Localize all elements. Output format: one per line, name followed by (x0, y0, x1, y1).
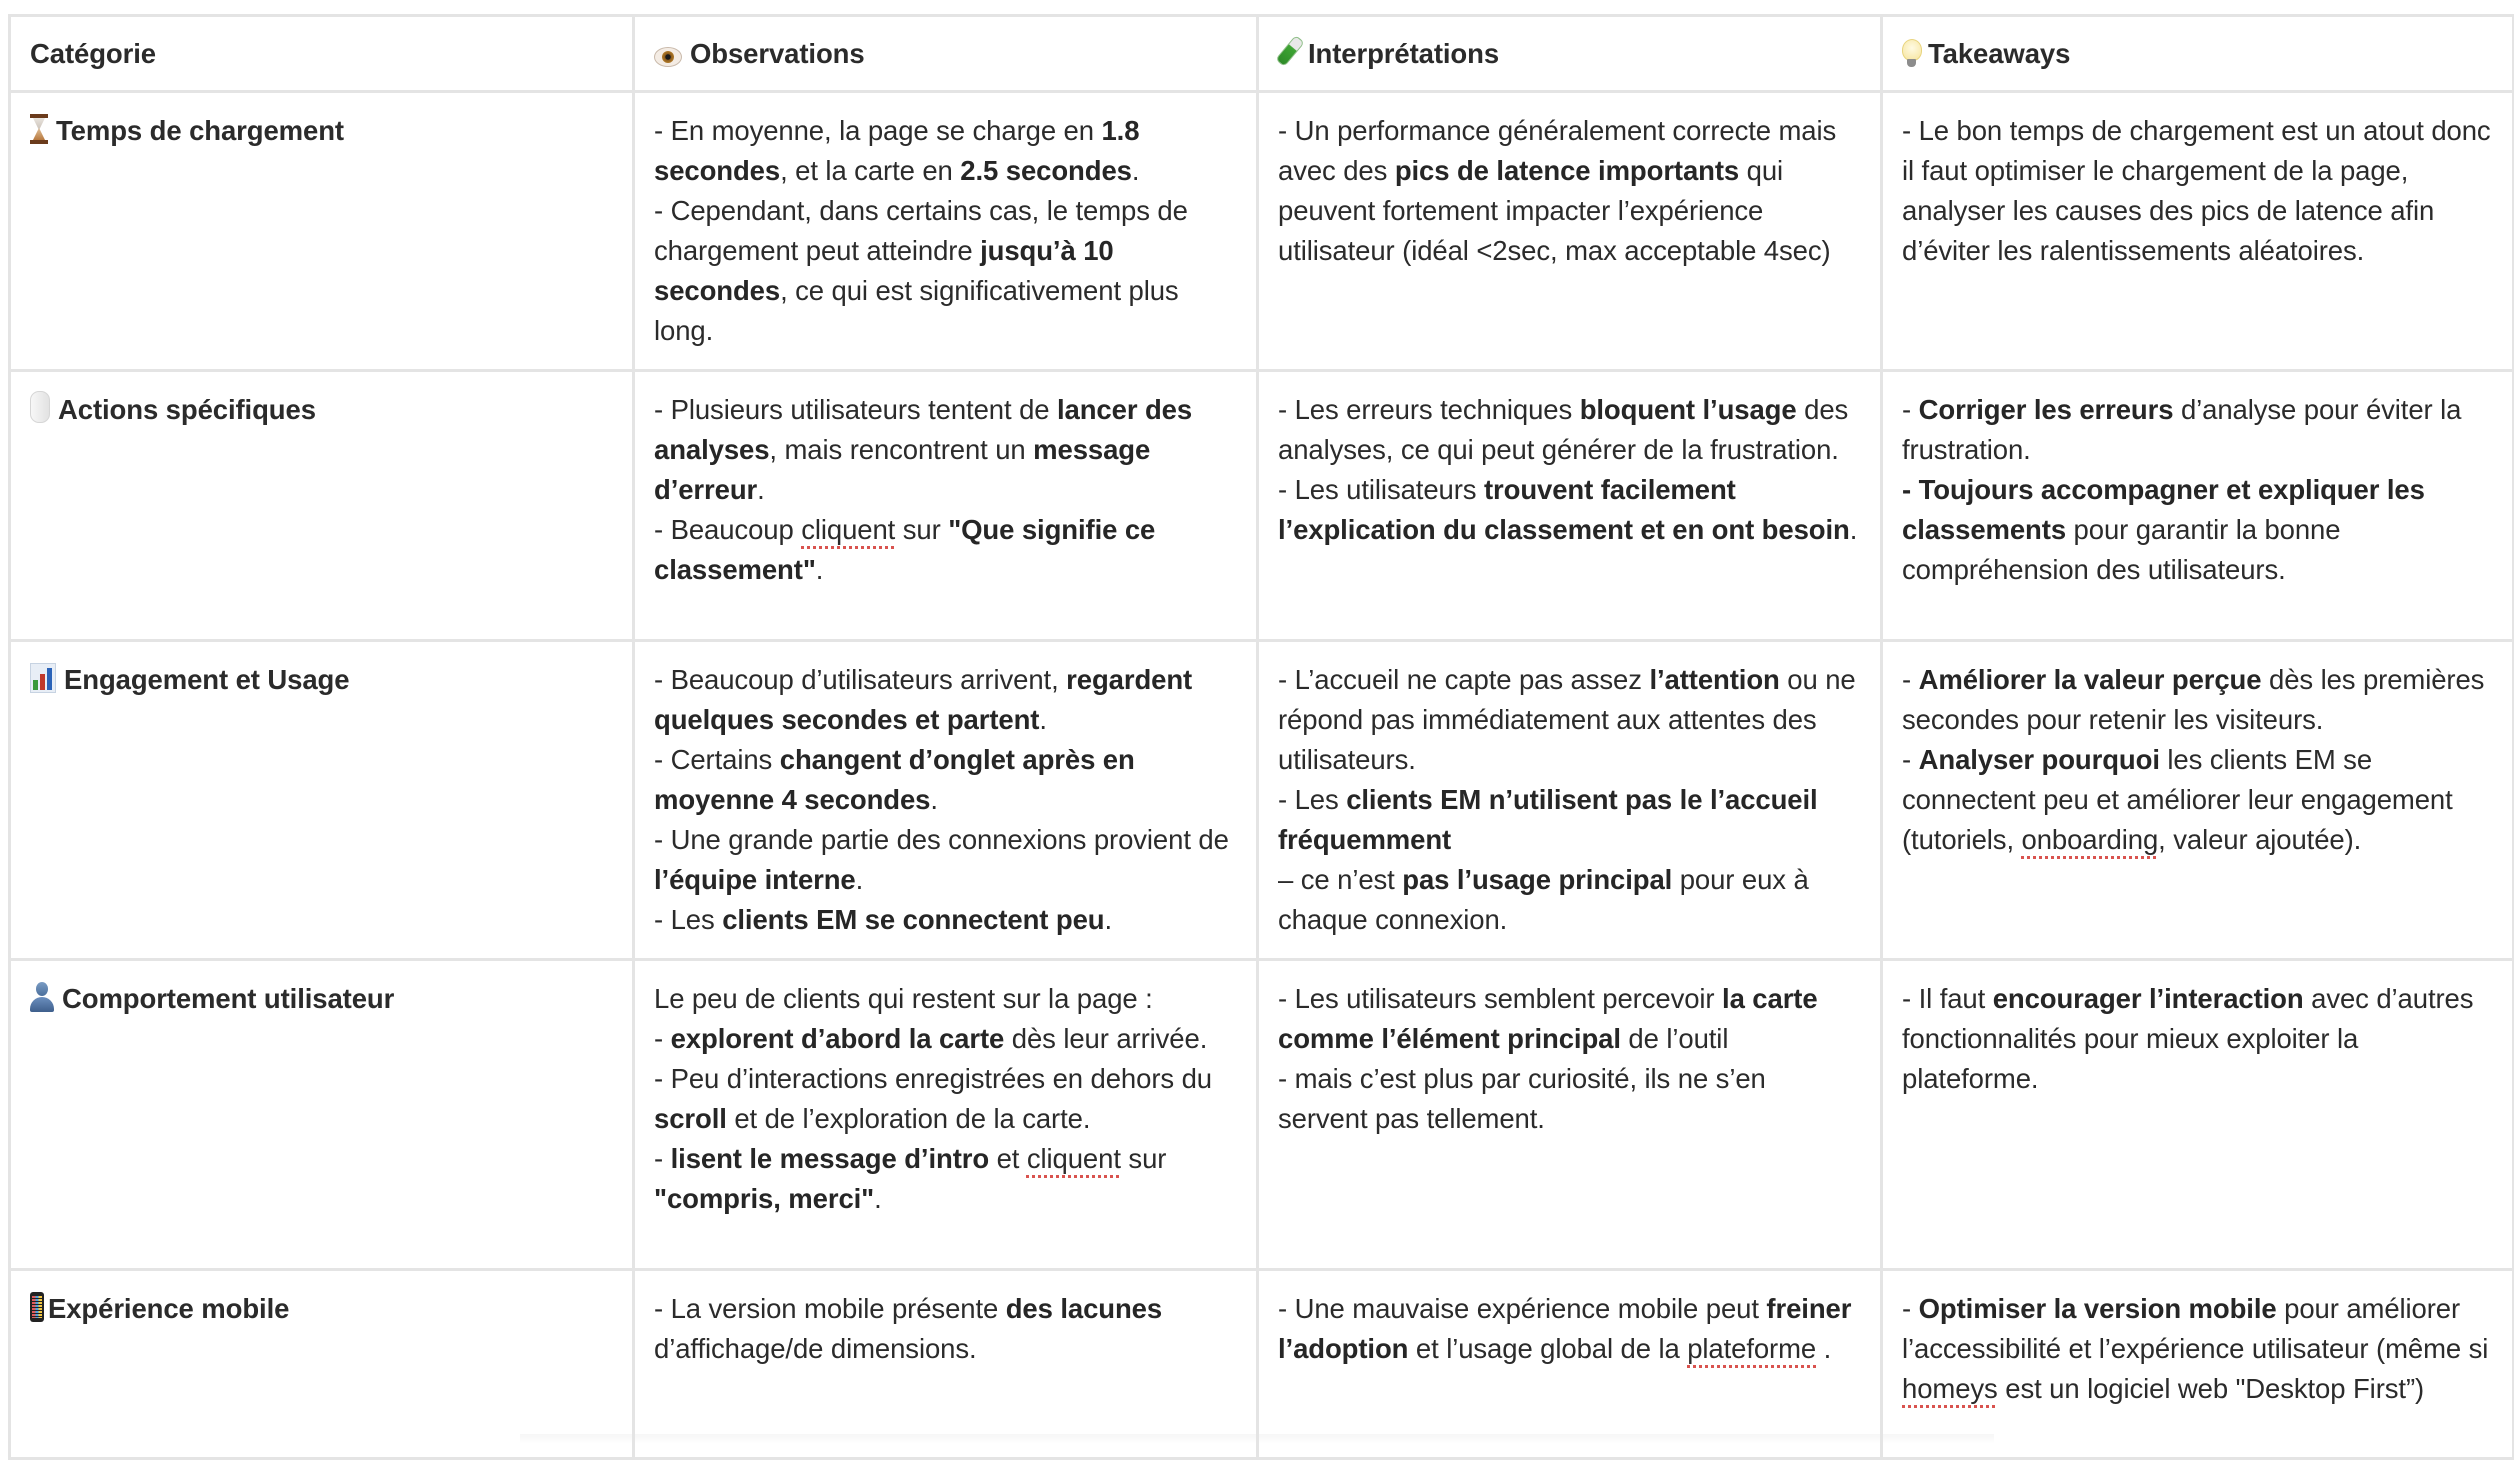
mobile-phone-icon (30, 1292, 44, 1322)
cell-text-line (1278, 979, 1862, 1059)
cell-text-line (654, 1289, 1238, 1369)
text: . (757, 474, 765, 505)
bold-text: lisent le message d’intro (670, 1143, 990, 1174)
text: et (989, 1143, 1027, 1174)
cell-text-line (654, 900, 1238, 940)
bold-text: message d’erreur (654, 434, 1151, 505)
spellcheck-flagged-word: onboarding (2021, 824, 2159, 855)
text: - Cependant, dans certains cas, le temps de chargement peut atteindre (654, 195, 1188, 266)
spellcheck-flagged-word: cliquent (801, 514, 896, 545)
category-cell (10, 960, 634, 1270)
category-label: Actions spécifiques (58, 394, 316, 425)
text: dès les premières secondes pour retenir les visiteurs. (1902, 664, 2485, 735)
spellcheck-flagged-word: plateforme (1687, 1333, 1817, 1364)
interpretations-cell (1258, 371, 1882, 641)
text: - Les (1278, 784, 1347, 815)
bold-text: bloquent l’usage (1579, 394, 1797, 425)
text: et de l’exploration de la carte. (726, 1103, 1091, 1134)
header-observations (634, 16, 1258, 92)
text: - Une mauvaise expérience mobile peut (1278, 1293, 1767, 1324)
bold-text: trouvent facilement l’explication du classement et en ont besoin (1278, 474, 1850, 545)
bold-text: clients EM se connectent peu (722, 904, 1105, 935)
text: - Beaucoup (654, 514, 802, 545)
text: - (1902, 744, 1919, 775)
text: - mais c’est plus par curiosité, ils ne s’en servent pas tellement. (1278, 1063, 1766, 1134)
cell-text-line (1902, 111, 2494, 271)
category-cell (10, 1270, 634, 1459)
text: , et la carte en (780, 155, 961, 186)
text: - Un performance généralement correcte mais avec des (1278, 115, 1837, 186)
header-category (10, 16, 634, 92)
bold-text: - Toujours accompagner et expliquer les classements (1902, 474, 2425, 545)
text: les clients EM se connectent peu et améliorer leur engagement (tutoriels, (1902, 744, 2453, 855)
text: . (1039, 704, 1047, 735)
text: - Les utilisateurs semblent percevoir (1278, 983, 1723, 1014)
text: est un logiciel web "Desktop First”) (1997, 1373, 2425, 1404)
cell-text-line (1902, 1289, 2494, 1409)
text: - Le bon temps de chargement est un atout donc il faut optimiser le chargement de la page, analyser les causes des pics de latence afin d’éviter les ralentissements aléatoires. (1902, 115, 2491, 266)
text: sur (1120, 1143, 1167, 1174)
lightbulb-icon (1902, 39, 1920, 67)
takeaways-cell (1882, 641, 2514, 960)
observations-cell (634, 960, 1258, 1270)
bold-text: jusqu’à 10 secondes (654, 235, 1114, 306)
bold-text: des lacunes (1005, 1293, 1163, 1324)
text: . (874, 1183, 882, 1214)
cell-text-line (1902, 660, 2494, 740)
bold-text: clients EM n’utilisent pas le l’accueil fréquemment (1278, 784, 1818, 855)
bold-text: Optimiser la version mobile (1918, 1293, 2277, 1324)
takeaways-cell (1882, 92, 2514, 371)
bold-text: pics de latence importants (1394, 155, 1740, 186)
text: - Peu d’interactions enregistrées en dehors du (654, 1063, 1212, 1094)
text: - (1902, 1293, 1919, 1324)
text: - L’accueil ne capte pas assez (1278, 664, 1650, 695)
text: - La version mobile présente (654, 1293, 1006, 1324)
text: . (1849, 514, 1858, 545)
text: - (654, 1023, 671, 1054)
cell-text-line (1278, 111, 1862, 271)
bold-text: Améliorer la valeur perçue (1918, 664, 2262, 695)
text: - En moyenne, la page se charge en (654, 115, 1102, 146)
cell-text-line (1902, 979, 2494, 1099)
test-tube-icon (1275, 35, 1305, 67)
spellcheck-flagged-word: homeys (1902, 1373, 1998, 1404)
bold-text: "compris, merci" (654, 1183, 875, 1214)
text: . (1816, 1333, 1832, 1364)
user-silhouette-icon (30, 982, 54, 1012)
cell-text-line (1902, 390, 2494, 470)
cell-text-line (654, 979, 1238, 1019)
takeaways-cell (1882, 960, 2514, 1270)
bold-text: "Que signifie ce classement" (654, 514, 1156, 585)
bold-text: l’équipe interne (654, 864, 856, 895)
bold-text: l’attention (1649, 664, 1780, 695)
bold-text: freiner l’adoption (1278, 1293, 1852, 1364)
cell-text-line (654, 1059, 1238, 1139)
table-row (10, 641, 2514, 960)
category-cell (10, 371, 634, 641)
takeaways-cell (1882, 1270, 2514, 1459)
cell-text-line (1278, 390, 1862, 470)
cell-text-line (1278, 660, 1862, 780)
category-cell (10, 92, 634, 371)
bold-text: lancer des analyses (654, 394, 1193, 465)
cell-text-line (654, 660, 1238, 740)
cell-text-line (654, 1019, 1238, 1059)
cell-text-line (1278, 860, 1862, 940)
table-row (10, 1270, 2514, 1459)
cell-text-line (1278, 1289, 1862, 1369)
text: , ce qui est significativement plus long. (654, 275, 1179, 346)
text: de l’outil (1620, 1023, 1729, 1054)
text: d’affichage/de dimensions. (654, 1333, 977, 1364)
text: . (855, 864, 864, 895)
text: des analyses, ce qui peut générer de la frustration. (1278, 394, 1849, 465)
table-row (10, 371, 2514, 641)
bar-chart-icon (30, 663, 56, 693)
text: pour améliorer l’accessibilité et l’expérience utilisateur (même si (1902, 1293, 2489, 1364)
cell-text-line (654, 510, 1238, 590)
bold-text: Analyser pourquoi (1918, 744, 2160, 775)
cell-text-line (654, 390, 1238, 510)
header-interpretations-label: Interprétations (1308, 38, 1500, 69)
text: - (1902, 664, 1919, 695)
text: - Certains (654, 744, 780, 775)
text: . (1104, 904, 1113, 935)
cell-text-line (1278, 780, 1862, 860)
category-label: Expérience mobile (48, 1293, 290, 1324)
observations-cell (634, 92, 1258, 371)
text: avec d’autres fonctionnalités pour mieux exploiter la plateforme. (1902, 983, 2474, 1094)
text: - (1902, 394, 1919, 425)
text: - Les (654, 904, 723, 935)
text: et l’usage global de la (1408, 1333, 1688, 1364)
header-takeaways-label: Takeaways (1928, 38, 2071, 69)
computer-mouse-icon (30, 391, 50, 423)
text: Le peu de clients qui restent sur la page : (654, 983, 1153, 1014)
bold-text: changent d’onglet après en moyenne 4 secondes (654, 744, 1135, 815)
text: . (815, 554, 824, 585)
bold-text: la carte comme l’élément principal (1278, 983, 1818, 1054)
takeaways-cell (1882, 371, 2514, 641)
observations-cell (634, 371, 1258, 641)
text: ou ne répond pas immédiatement aux attentes des utilisateurs. (1278, 664, 1856, 775)
table-row (10, 92, 2514, 371)
cell-text-line (654, 820, 1238, 900)
cell-text-line (1902, 470, 2494, 590)
cell-text-line (1902, 740, 2494, 860)
text: - Plusieurs utilisateurs tentent de (654, 394, 1057, 425)
cell-text-line (654, 111, 1238, 191)
header-category-label: Catégorie (30, 38, 156, 69)
cell-text-line (654, 1139, 1238, 1219)
text: qui peuvent fortement impacter l’expérience utilisateur (idéal <2sec, max acceptable 4sec) (1278, 155, 1831, 266)
cell-text-line (1278, 1059, 1862, 1139)
cell-text-line (654, 191, 1238, 351)
text: d’analyse pour éviter la frustration. (1902, 394, 2462, 465)
bold-text: explorent d’abord la carte (670, 1023, 1005, 1054)
header-observations-label: Observations (690, 38, 865, 69)
text: - Les utilisateurs (1278, 474, 1484, 505)
bold-text: scroll (654, 1103, 727, 1134)
category-label: Comportement utilisateur (62, 983, 395, 1014)
hourglass-icon (30, 114, 48, 144)
bold-text: regardent quelques secondes et partent (654, 664, 1193, 735)
text: pour eux à chaque connexion. (1278, 864, 1809, 935)
bold-text: 2.5 secondes (960, 155, 1132, 186)
text: dès leur arrivée. (1004, 1023, 1208, 1054)
observations-cell (634, 641, 1258, 960)
text: , valeur ajoutée). (2158, 824, 2362, 855)
text: - Une grande partie des connexions provient de (654, 824, 1229, 855)
cell-text-line (654, 740, 1238, 820)
header-interpretations (1258, 16, 1882, 92)
header-takeaways (1882, 16, 2514, 92)
analysis-table (8, 14, 2514, 1460)
bold-text: encourager l’interaction (1992, 983, 2304, 1014)
text: - Il faut (1902, 983, 1993, 1014)
text: . (930, 784, 938, 815)
observations-cell (634, 1270, 1258, 1459)
text: - Beaucoup d’utilisateurs arrivent, (654, 664, 1067, 695)
text: - (654, 1143, 671, 1174)
text: pour garantir la bonne compréhension des utilisateurs. (1902, 514, 2341, 585)
interpretations-cell (1258, 960, 1882, 1270)
category-label: Engagement et Usage (64, 664, 350, 695)
table-row (10, 960, 2514, 1270)
category-label: Temps de chargement (56, 115, 344, 146)
interpretations-cell (1258, 92, 1882, 371)
text: sur (895, 514, 949, 545)
bold-text: pas l’usage principal (1402, 864, 1673, 895)
category-cell (10, 641, 634, 960)
bold-text: 1.8 secondes (654, 115, 1140, 186)
text: – ce n’est (1278, 864, 1403, 895)
text: . (1131, 155, 1140, 186)
spellcheck-flagged-word: cliquent (1026, 1143, 1121, 1174)
header-row (10, 16, 2514, 92)
interpretations-cell (1258, 641, 1882, 960)
eye-icon (654, 47, 682, 67)
interpretations-cell (1258, 1270, 1882, 1459)
bold-text: Corriger les erreurs (1918, 394, 2174, 425)
cell-text-line (1278, 470, 1862, 550)
text: - Les erreurs techniques (1278, 394, 1580, 425)
text: , mais rencontrent un (769, 434, 1034, 465)
